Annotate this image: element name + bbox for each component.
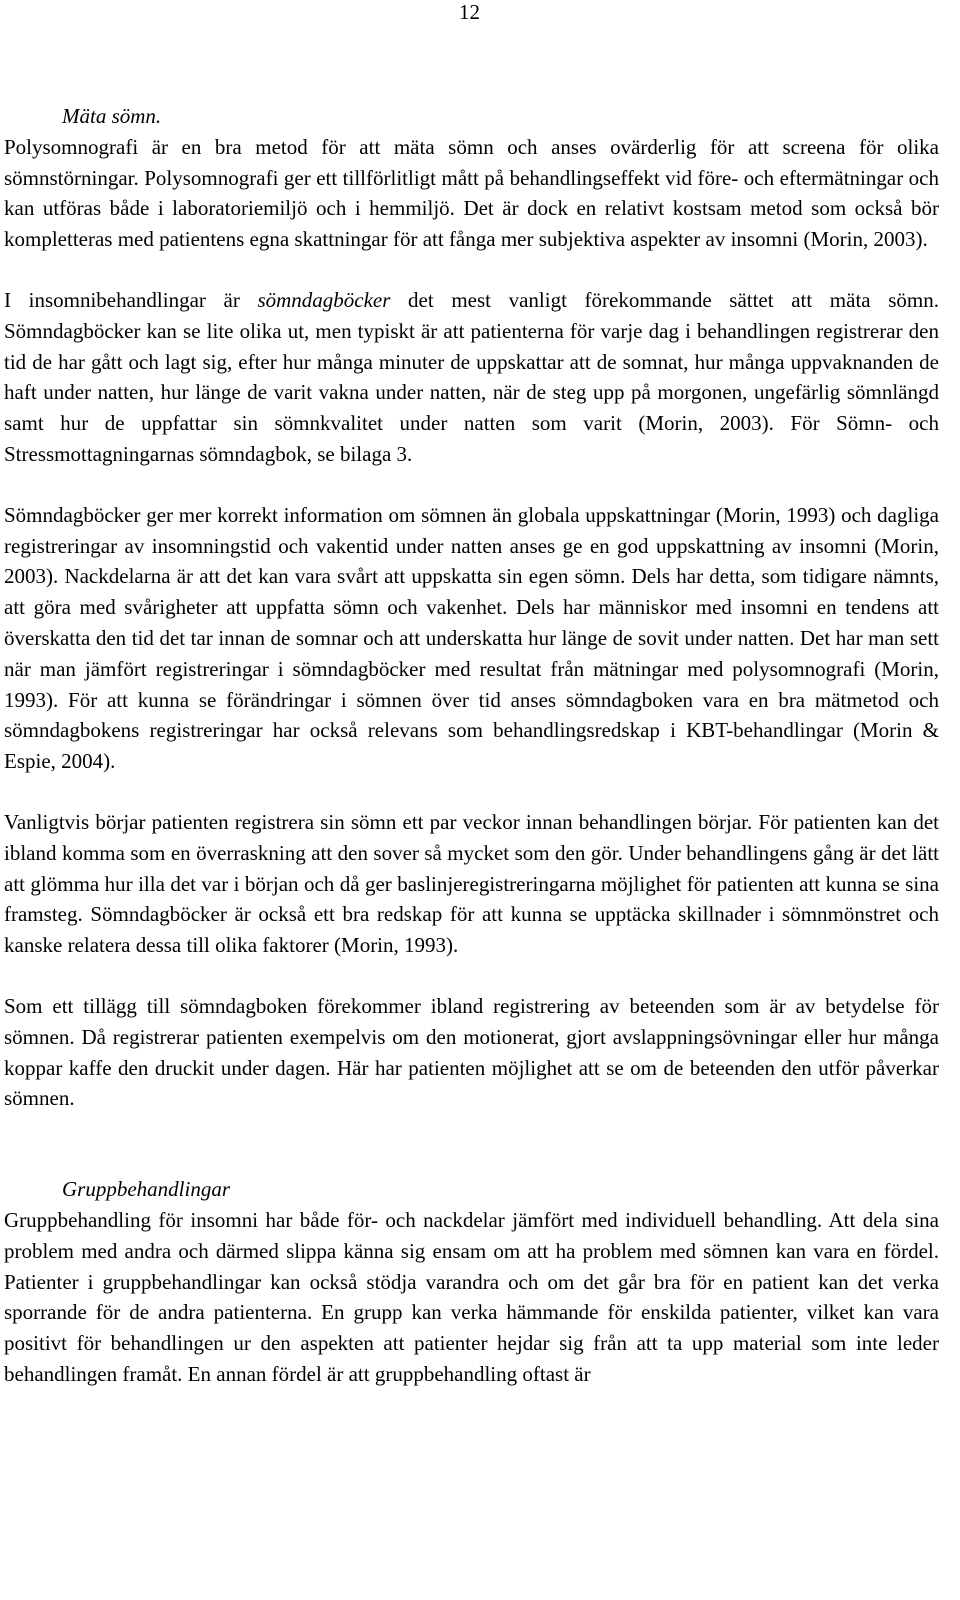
paragraph-gap <box>4 777 939 807</box>
document-body <box>4 101 939 1390</box>
page-number: 12 <box>459 0 480 24</box>
emphasis-term: sömndagböcker <box>257 287 391 312</box>
text-run: det mest vanligt förekommande sättet att mäta sömn. Sömndagböcker kan se lite olika ut, men typiskt är att patienterna för varje dag i behandlingen registrerar den tid de har gått och lagt sig, efter hur många minuter de uppskattar att de somnat, hur många uppvaknanden de haft under natten, hur länge de varit vakna under natten, när de steg upp på morgonen, ungefärlig sömnlängd samt hur de uppfattar sin sömnkvalitet under natten som varit (Morin, 2003). För Sömn- och Stressmottagningarnas sömndagbok, se bilaga 3. <box>4 287 939 466</box>
paragraph-polysomnography: Polysomnografi är en bra metod för att mäta sömn och anses ovärderlig för att screena för olika sömnstörningar. Polysomnografi ger ett tillförlitligt mått på behandlingseffekt vid före- och eftermätningar och kan utföras både i laboratoriemiljö och i hemmiljö. Det är dock en relativt kostsam metod som också bör kompletteras med patientens egna skattningar för att fånga mer subjektiva aspekter av insomni (Morin, 2003). <box>4 134 939 252</box>
paragraph-gap <box>4 470 939 500</box>
paragraph-gap <box>4 961 939 991</box>
paragraph-baseline-registration: Vanligtvis börjar patienten registrera sin sömn ett par veckor innan behandlingen börjar. För patienten kan det ibland komma som en överraskning att den sover så mycket som den gör. Under behandlingens gång är det lätt att glömma hur illa det var i början och då ger baslinjeregistreringarna möjlighet för patienten att kunna se sina framsteg. Sömndagböcker är också ett bra redskap för att kunna se upptäcka skillnader i sömnmönstret och kanske relatera dessa till olika faktorer (Morin, 1993). <box>4 809 939 958</box>
paragraph-sleep-diaries <box>4 285 939 470</box>
section-heading-group-treatment: Gruppbehandlingar <box>62 1177 230 1202</box>
section-heading-measure-sleep: Mäta sömn. <box>62 104 162 128</box>
paragraph-group-treatment: Gruppbehandling för insomni har både för- och nackdelar jämfört med individuell behandling. Att dela sina problem med andra och därmed slippa känna sig ensam om att ha problem med sömnen kan vara en fördel. Patienter i gruppbehandlingar kan också stödja varandra och om det går bra för en patient kan det verka sporrande för de andra patienterna. En grupp kan verka hämmande för enskilda patienter, vilket kan vara positivt för behandlingen ur den aspekten att patienter hejdar sig från att ta upp material som inte leder behandlingen framåt. En annan fördel är att gruppbehandling oftast är <box>4 1207 939 1386</box>
section-gap <box>4 1114 939 1174</box>
paragraph-diary-accuracy: Sömndagböcker ger mer korrekt information om sömnen än globala uppskattningar (Morin, 1993) och dagliga registreringar av insomningstid och vakentid under natten anses ge en god uppskattning av insomni (Morin, 2003). Nackdelarna är att det kan vara svårt att uppskatta sin egen sömn. Dels har detta, som tidigare nämnts, att göra med svårigheter att uppfatta sömn och vakenhet. Dels har människor med insomni en tendens att överskatta den tid det tar innan de somnar och att underskatta hur länge de sovit under natten. Det har man sett när man jämfört registreringar i sömndagböcker med resultat från mätningar med polysomnografi (Morin, 1993). För att kunna se förändringar i sömnen över tid anses sömndagboken vara en bra mätmetod och sömndagbokens registreringar har också relevans som behandlingsredskap i KBT-behandlingar (Morin & Espie, 2004). <box>4 502 939 774</box>
text-run: I insomnibehandlingar är <box>4 287 258 312</box>
paragraph-gap <box>4 255 939 285</box>
paragraph-behaviour-registration: Som ett tillägg till sömndagboken förekommer ibland registrering av beteenden som är av betydelse för sömnen. Då registrerar patienten exempelvis om den motionerat, gjort avslappningsövningar eller hur många koppar kaffe den druckit under dagen. Här har patienten möjlighet att se om de beteenden den utför påverkar sömnen. <box>4 993 939 1111</box>
